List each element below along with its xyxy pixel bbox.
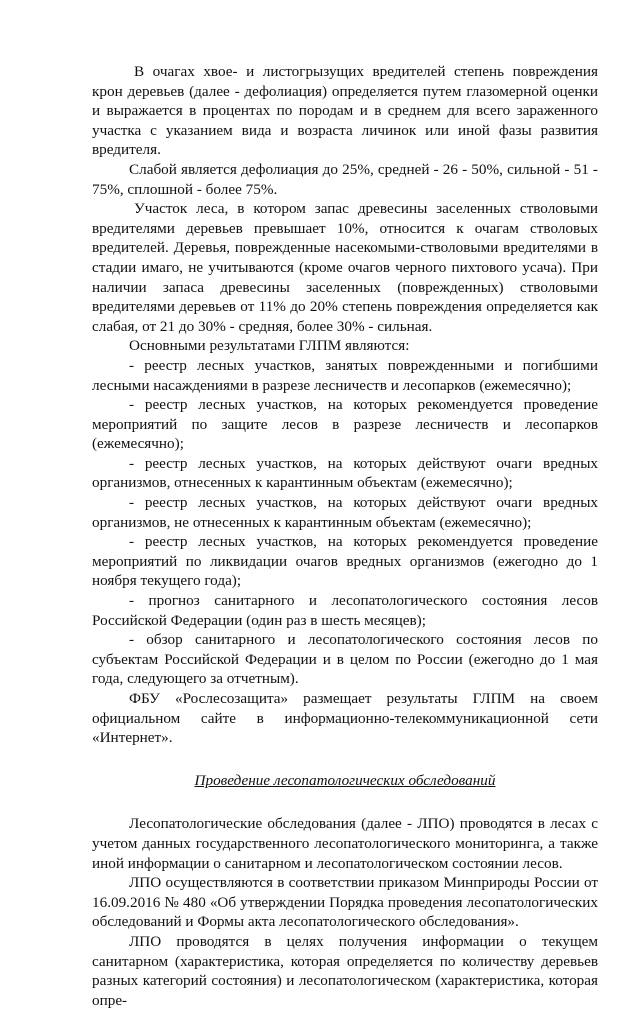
list-item: - реестр лесных участков, на которых рекомендуется проведение мероприятий по защите лесов в разрезе лесничеств и лесопарков (ежемесячно); <box>92 396 598 453</box>
section-heading: Проведение лесопатологических обследований <box>194 771 496 789</box>
paragraph-lpo-definition: Лесопатологические обследования (далее - ЛПО) проводятся в лесах с учетом данных государственного лесопатологического мониторинга, а также иной информации о санитарном и лесопатологическом состоянии лесов. <box>92 815 598 872</box>
paragraph-glpm-results-intro: Основными результатами ГЛПМ являются: <box>129 337 410 355</box>
list-item: - обзор санитарного и лесопатологического состояния лесов по субъектам Российской Федерации и в целом по России (ежегодно до 1 мая года, следующего за отчетным). <box>92 631 598 688</box>
list-item: - прогноз санитарного и лесопатологического состояния лесов Российской Федерации (один раз в шесть месяцев); <box>92 592 598 629</box>
paragraph-rosleszashchita: ФБУ «Рослесозащита» размещает результаты ГЛПМ на своем официальном сайте в информационно-телекоммуникационной сети «Интернет». <box>92 690 598 747</box>
list-item: - реестр лесных участков, на которых действуют очаги вредных организмов, не отнесенных к карантинным объектам (ежемесячно); <box>92 494 598 531</box>
document-page <box>92 62 598 1010</box>
paragraph-lpo-purpose: ЛПО проводятся в целях получения информации о текущем санитарном (характеристика, которая определяется по количеству деревьев разных категорий состояния) и лесопатологическом (характеристика, которая опре- <box>92 932 598 1009</box>
list-item: - реестр лесных участков, на которых действуют очаги вредных организмов, отнесенных к карантинным объектам (ежемесячно); <box>92 454 598 492</box>
paragraph-lpo-order: ЛПО осуществляются в соответствии приказом Минприроды России от 16.09.2016 № 480 «Об утверждении Порядка проведения лесопатологических обследований и Формы акта лесопатологического обследования». <box>92 874 598 931</box>
list-item: - реестр лесных участков, занятых поврежденными и погибшими лесными насаждениями в разрезе лесничеств и лесопарков (ежемесячно); <box>92 356 598 394</box>
paragraph-defoliation-intro: В очагах хвое- и листогрызущих вредителей степень повреждения крон деревьев (далее - дефолиация) определяется путем глазомерной оценки и выражается в процентах по породам и в среднем для всего зараженного участка с указанием вида и возраста личинок или иной фазы развития вредителя. <box>92 63 598 159</box>
paragraph-stem-pests: Участок леса, в котором запас древесины заселенных стволовыми вредителями деревьев превышает 10%, относится к очагам стволовых вредителей. Деревья, поврежденные насекомыми-стволовыми вредителями в стадии имаго, не учитываются (кроме очагов черного пихтового усача). При наличии запаса древесины заселенных (поврежденных) стволовыми вредителями деревьев от 11% до 20% степень повреждения определяется как слабая, от 21 до 30% - средняя, более 30% - сильная. <box>92 200 598 335</box>
list-item: - реестр лесных участков, на которых рекомендуется проведение мероприятий по ликвидации очагов вредных организмов (ежегодно до 1 ноября текущего года); <box>92 533 598 590</box>
paragraph-defoliation-levels: Слабой является дефолиация до 25%, средней - 26 - 50%, сильной - 51 - 75%, сплошной - более 75%. <box>92 160 598 198</box>
